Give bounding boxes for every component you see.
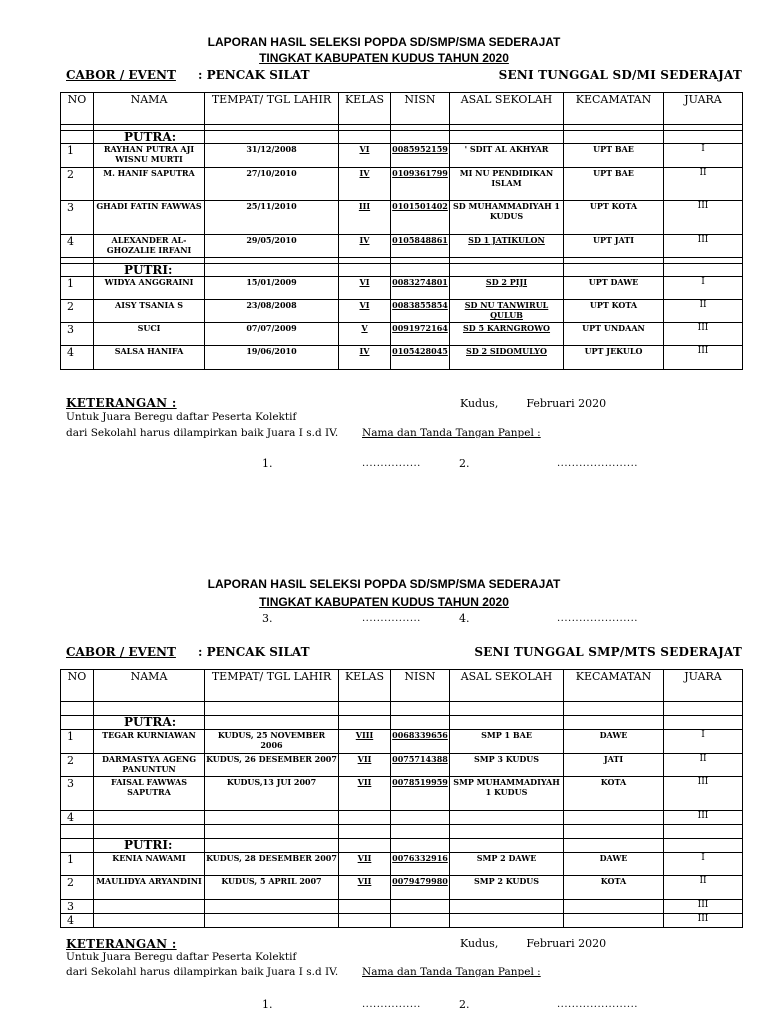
report-title: LAPORAN HASIL SELEKSI POPDA SD/SMP/SMA SEDERAJAT — [207, 577, 561, 591]
table-row — [61, 201, 743, 235]
empty-cell — [391, 702, 450, 716]
cell-tempat-tgl-lahir: 31/12/2008 — [205, 144, 339, 168]
note-line-1: Untuk Juara Beregu daftar Peserta Kolektif — [66, 411, 297, 423]
cell-nisn: 0083855854 — [391, 300, 450, 323]
cell-kecamatan — [564, 914, 664, 928]
group-label: PUTRI: — [94, 264, 205, 277]
panpel-signature-label: Nama dan Tanda Tangan Panpel : — [362, 427, 541, 439]
cell-kecamatan: DAWE — [564, 730, 664, 754]
cell-no: 4 — [61, 914, 94, 928]
cell-kecamatan: UPT JATI — [564, 235, 664, 258]
cell-tempat-tgl-lahir: KUDUS, 25 NOVEMBER 2006 — [205, 730, 339, 754]
cell-asal-sekolah: SMP 2 KUDUS — [450, 876, 564, 900]
cell-nisn: 0109361799 — [391, 168, 450, 201]
cell-asal-sekolah — [450, 900, 564, 914]
table-row — [61, 144, 743, 168]
empty-cell — [450, 131, 564, 144]
cell-nama: GHADI FATIN FAWWAS — [94, 201, 205, 235]
spacer-row — [61, 702, 743, 716]
cell-tempat-tgl-lahir — [205, 914, 339, 928]
table-row — [61, 168, 743, 201]
cell-kelas: III — [339, 201, 391, 235]
table-header-row — [61, 670, 743, 702]
cell-kecamatan: UPT BAE — [564, 144, 664, 168]
cell-kelas: VII — [339, 777, 391, 811]
signature-1-number: 1. — [262, 998, 273, 1011]
cell-asal-sekolah: SD 1 JATIKULON — [450, 235, 564, 258]
cell-nama: ALEXANDER AL-GHOZALIE IRFANI — [94, 235, 205, 258]
report-subtitle: TINGKAT KABUPATEN KUDUS TAHUN 2020 — [259, 595, 509, 609]
cell-nisn: 0078519959 — [391, 777, 450, 811]
column-header: NAMA — [94, 93, 205, 125]
cell-no: 3 — [61, 201, 94, 235]
cell-kelas: VIII — [339, 730, 391, 754]
group-header-row — [61, 716, 743, 730]
cell-asal-sekolah: SD NU TANWIRUL QULUB — [450, 300, 564, 323]
group-header-row — [61, 264, 743, 277]
table-row — [61, 914, 743, 928]
cell-juara: I — [664, 730, 743, 754]
empty-cell — [339, 702, 391, 716]
group-header-row — [61, 131, 743, 144]
place-date: Kudus, Februari 2020 — [460, 937, 607, 950]
empty-cell — [391, 716, 450, 730]
empty-cell — [391, 264, 450, 277]
signature-2-number: 2. — [459, 998, 470, 1011]
table-header-row — [61, 93, 743, 125]
cell-nisn: 0083274801 — [391, 277, 450, 300]
cell-nisn: 0079479980 — [391, 876, 450, 900]
signature-4-line: ...................... — [557, 613, 638, 624]
cell-tempat-tgl-lahir: 15/01/2009 — [205, 277, 339, 300]
cell-juara: III — [664, 914, 743, 928]
cell-kelas: IV — [339, 235, 391, 258]
empty-cell — [664, 825, 743, 839]
cell-juara: II — [664, 876, 743, 900]
spacer-row — [61, 825, 743, 839]
cabor-value: : PENCAK SILAT — [198, 645, 310, 659]
empty-cell — [391, 131, 450, 144]
cell-kecamatan — [564, 811, 664, 825]
empty-cell — [391, 825, 450, 839]
cell-nisn: 0105428045 — [391, 346, 450, 370]
table-row — [61, 777, 743, 811]
cell-no: 1 — [61, 853, 94, 876]
column-header: KECAMATAN — [564, 93, 664, 125]
event-label: SENI TUNGGAL SD/MI SEDERAJAT — [498, 68, 742, 82]
group-label: PUTRA: — [94, 131, 205, 144]
empty-cell — [450, 264, 564, 277]
empty-cell — [205, 131, 339, 144]
cell-asal-sekolah: SD 2 SIDOMULYO — [450, 346, 564, 370]
cell-asal-sekolah: SD 2 PIJI — [450, 277, 564, 300]
table-row — [61, 277, 743, 300]
results-table — [60, 92, 743, 370]
empty-cell — [664, 839, 743, 853]
empty-cell — [450, 702, 564, 716]
cell-no: 2 — [61, 754, 94, 777]
cell-no: 4 — [61, 235, 94, 258]
table-row — [61, 754, 743, 777]
cell-juara: II — [664, 300, 743, 323]
signature-1-line: ................ — [362, 458, 421, 469]
cell-tempat-tgl-lahir — [205, 900, 339, 914]
empty-cell — [94, 702, 205, 716]
cell-no: 2 — [61, 168, 94, 201]
column-header: KELAS — [339, 670, 391, 702]
cabor-label: CABOR / EVENT : PENCAK SILAT — [66, 645, 310, 659]
cabor-label: CABOR / EVENT : PENCAK SILAT — [66, 68, 310, 82]
empty-cell — [61, 716, 94, 730]
empty-cell — [664, 702, 743, 716]
empty-cell — [664, 716, 743, 730]
cell-asal-sekolah: SMP 1 BAE — [450, 730, 564, 754]
cell-kecamatan: UPT KOTA — [564, 201, 664, 235]
cell-nama: SALSA HANIFA — [94, 346, 205, 370]
empty-cell — [564, 825, 664, 839]
cell-asal-sekolah — [450, 914, 564, 928]
cell-no: 3 — [61, 900, 94, 914]
empty-cell — [61, 264, 94, 277]
cell-tempat-tgl-lahir: KUDUS,13 JUI 2007 — [205, 777, 339, 811]
group-header-row — [61, 839, 743, 853]
cell-nama: SUCI — [94, 323, 205, 346]
column-header: NO — [61, 670, 94, 702]
cell-no: 3 — [61, 323, 94, 346]
cell-kelas: VII — [339, 876, 391, 900]
cell-nisn — [391, 914, 450, 928]
note-line-2: dari Sekolahl harus dilampirkan baik Juara I s.d IV. — [66, 427, 339, 439]
cell-asal-sekolah — [450, 811, 564, 825]
column-header: ASAL SEKOLAH — [450, 670, 564, 702]
cell-juara: III — [664, 346, 743, 370]
cell-tempat-tgl-lahir: 27/10/2010 — [205, 168, 339, 201]
cell-tempat-tgl-lahir: 29/05/2010 — [205, 235, 339, 258]
empty-cell — [205, 825, 339, 839]
empty-cell — [450, 825, 564, 839]
column-header: KELAS — [339, 93, 391, 125]
cell-juara: I — [664, 853, 743, 876]
empty-cell — [564, 702, 664, 716]
cell-juara: I — [664, 277, 743, 300]
note-line-1: Untuk Juara Beregu daftar Peserta Kolektif — [66, 951, 297, 963]
cell-juara: III — [664, 900, 743, 914]
report-subtitle: TINGKAT KABUPATEN KUDUS TAHUN 2020 — [259, 51, 509, 65]
cell-kelas: VII — [339, 853, 391, 876]
cell-juara: II — [664, 168, 743, 201]
cell-tempat-tgl-lahir: 19/06/2010 — [205, 346, 339, 370]
cell-tempat-tgl-lahir: 25/11/2010 — [205, 201, 339, 235]
cell-juara: III — [664, 323, 743, 346]
cell-kecamatan — [564, 900, 664, 914]
empty-cell — [564, 716, 664, 730]
cell-nama — [94, 914, 205, 928]
cell-juara: III — [664, 811, 743, 825]
cell-kelas: VII — [339, 754, 391, 777]
table-row — [61, 323, 743, 346]
event-label: SENI TUNGGAL SMP/MTS SEDERAJAT — [474, 645, 742, 659]
cell-no: 2 — [61, 300, 94, 323]
cell-no: 4 — [61, 811, 94, 825]
cell-no: 3 — [61, 777, 94, 811]
cell-nisn — [391, 811, 450, 825]
results-table — [60, 669, 743, 928]
cell-nisn: 0105848861 — [391, 235, 450, 258]
empty-cell — [664, 131, 743, 144]
empty-cell — [339, 839, 391, 853]
cell-asal-sekolah: MI NU PENDIDIKAN ISLAM — [450, 168, 564, 201]
cell-kelas: IV — [339, 346, 391, 370]
keterangan-heading: KETERANGAN : — [66, 396, 177, 410]
empty-cell — [94, 825, 205, 839]
cell-kecamatan: UPT DAWE — [564, 277, 664, 300]
cell-nisn: 0068339656 — [391, 730, 450, 754]
cell-kelas: V — [339, 323, 391, 346]
empty-cell — [205, 264, 339, 277]
signature-2-number: 2. — [459, 457, 470, 470]
cell-kelas — [339, 811, 391, 825]
cell-nisn: 0075714388 — [391, 754, 450, 777]
empty-cell — [339, 716, 391, 730]
empty-cell — [391, 839, 450, 853]
cell-tempat-tgl-lahir: KUDUS, 28 DESEMBER 2007 — [205, 853, 339, 876]
table-row — [61, 853, 743, 876]
cell-nama: M. HANIF SAPUTRA — [94, 168, 205, 201]
empty-cell — [61, 825, 94, 839]
signature-3-number: 3. — [262, 612, 273, 625]
empty-cell — [564, 839, 664, 853]
table-row — [61, 730, 743, 754]
table-row — [61, 346, 743, 370]
table-row — [61, 300, 743, 323]
cell-nama: FAISAL FAWWAS SAPUTRA — [94, 777, 205, 811]
column-header: NISN — [391, 670, 450, 702]
table-row — [61, 235, 743, 258]
cell-no: 1 — [61, 277, 94, 300]
cell-kecamatan: KOTA — [564, 876, 664, 900]
table-row — [61, 876, 743, 900]
empty-cell — [664, 264, 743, 277]
report-title: LAPORAN HASIL SELEKSI POPDA SD/SMP/SMA SEDERAJAT — [207, 35, 561, 49]
cell-nama: DARMASTYA AGENG PANUNTUN — [94, 754, 205, 777]
cell-nama — [94, 900, 205, 914]
cell-kecamatan: KOTA — [564, 777, 664, 811]
group-label: PUTRI: — [94, 839, 205, 853]
cell-asal-sekolah: ' SDIT AL AKHYAR — [450, 144, 564, 168]
empty-cell — [61, 702, 94, 716]
cell-kelas — [339, 914, 391, 928]
cell-nama: MAULIDYA ARYANDINI — [94, 876, 205, 900]
cell-nama: TEGAR KURNIAWAN — [94, 730, 205, 754]
cell-asal-sekolah: SMP 2 DAWE — [450, 853, 564, 876]
cell-juara: III — [664, 777, 743, 811]
cell-tempat-tgl-lahir: KUDUS, 26 DESEMBER 2007 — [205, 754, 339, 777]
cell-no: 4 — [61, 346, 94, 370]
cell-kecamatan: DAWE — [564, 853, 664, 876]
signature-3-line: ................ — [362, 613, 421, 624]
signature-2-line: ...................... — [557, 458, 638, 469]
cell-kecamatan: UPT UNDAAN — [564, 323, 664, 346]
column-header: NAMA — [94, 670, 205, 702]
cell-nama — [94, 811, 205, 825]
empty-cell — [339, 264, 391, 277]
cell-kelas: VI — [339, 277, 391, 300]
column-header: TEMPAT/ TGL LAHIR — [205, 670, 339, 702]
table-row — [61, 900, 743, 914]
cell-asal-sekolah: SD 5 KARNGROWO — [450, 323, 564, 346]
cell-juara: III — [664, 201, 743, 235]
empty-cell — [205, 839, 339, 853]
cell-nama: WIDYA ANGGRAINI — [94, 277, 205, 300]
column-header: JUARA — [664, 670, 743, 702]
empty-cell — [450, 716, 564, 730]
cell-asal-sekolah: SMP 3 KUDUS — [450, 754, 564, 777]
cell-asal-sekolah: SD MUHAMMADIYAH 1 KUDUS — [450, 201, 564, 235]
cell-kecamatan: UPT BAE — [564, 168, 664, 201]
cell-juara: III — [664, 235, 743, 258]
cell-nama: AISY TSANIA S — [94, 300, 205, 323]
group-label: PUTRA: — [94, 716, 205, 730]
signature-1-number: 1. — [262, 457, 273, 470]
empty-cell — [61, 839, 94, 853]
cell-tempat-tgl-lahir: 23/08/2008 — [205, 300, 339, 323]
empty-cell — [339, 825, 391, 839]
keterangan-heading: KETERANGAN : — [66, 937, 177, 951]
empty-cell — [205, 702, 339, 716]
cell-kecamatan: UPT JEKULO — [564, 346, 664, 370]
table-row — [61, 811, 743, 825]
empty-cell — [564, 264, 664, 277]
cell-tempat-tgl-lahir: 07/07/2009 — [205, 323, 339, 346]
signature-1-line: ................ — [362, 999, 421, 1010]
column-header: JUARA — [664, 93, 743, 125]
note-line-2: dari Sekolahl harus dilampirkan baik Juara I s.d IV. — [66, 966, 339, 978]
cabor-value: : PENCAK SILAT — [198, 68, 310, 82]
cell-nisn: 0085952159 — [391, 144, 450, 168]
empty-cell — [564, 131, 664, 144]
cell-kelas: VI — [339, 300, 391, 323]
cell-tempat-tgl-lahir: KUDUS, 5 APRIL 2007 — [205, 876, 339, 900]
cell-nama: RAYHAN PUTRA AJI WISNU MURTI — [94, 144, 205, 168]
cell-kecamatan: UPT KOTA — [564, 300, 664, 323]
cell-nisn: 0101501402 — [391, 201, 450, 235]
cell-juara: II — [664, 754, 743, 777]
column-header: ASAL SEKOLAH — [450, 93, 564, 125]
empty-cell — [61, 131, 94, 144]
empty-cell — [339, 131, 391, 144]
panpel-signature-label: Nama dan Tanda Tangan Panpel : — [362, 966, 541, 978]
signature-2-line: ...................... — [557, 999, 638, 1010]
column-header: TEMPAT/ TGL LAHIR — [205, 93, 339, 125]
cell-kecamatan: JATI — [564, 754, 664, 777]
cell-kelas: IV — [339, 168, 391, 201]
empty-cell — [205, 716, 339, 730]
cell-nisn: 0091972164 — [391, 323, 450, 346]
column-header: NISN — [391, 93, 450, 125]
place-date: Kudus, Februari 2020 — [460, 397, 607, 410]
cell-kelas: VI — [339, 144, 391, 168]
cell-asal-sekolah: SMP MUHAMMADIYAH 1 KUDUS — [450, 777, 564, 811]
cell-juara: I — [664, 144, 743, 168]
column-header: KECAMATAN — [564, 670, 664, 702]
signature-4-number: 4. — [459, 612, 470, 625]
cell-tempat-tgl-lahir — [205, 811, 339, 825]
cell-nisn — [391, 900, 450, 914]
cell-nama: KENIA NAWAMI — [94, 853, 205, 876]
cell-nisn: 0076332916 — [391, 853, 450, 876]
cell-no: 1 — [61, 144, 94, 168]
empty-cell — [450, 839, 564, 853]
cell-no: 2 — [61, 876, 94, 900]
cell-no: 1 — [61, 730, 94, 754]
cell-kelas — [339, 900, 391, 914]
column-header: NO — [61, 93, 94, 125]
